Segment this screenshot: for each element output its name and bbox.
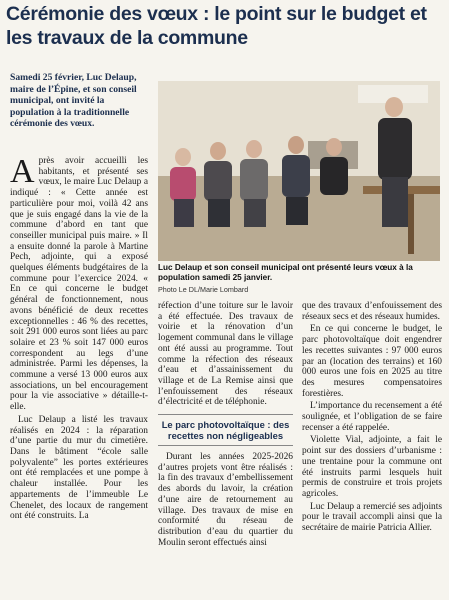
photo-caption: Luc Delaup et son conseil municipal ont présenté leurs vœux à la population samedi 25 janvier. — [158, 263, 413, 282]
photo-credit: Photo Le DL/Marie Lombard — [158, 285, 249, 294]
paragraph: En ce qui concerne le budget, le parc photovoltaïque doit engendrer les recettes suivantes : 97 000 euros par an (location des terrains) et 160 000 euros une fois en 2025 au titre des mesures compensatoires forestières. — [302, 324, 442, 399]
article-column-3 — [302, 301, 442, 536]
paragraph — [10, 153, 148, 413]
paragraph: Luc Delaup a listé les travaux réalisés en 2024 : la réparation d’une partie du mur du cimetière. Dans le bâtiment “école salle polyvalente” les portes extérieures ont été remplacées et une pompe à chaleur installée. Pour les appartements de l’immeuble Le Chenelet, des locaux de rangement ont été construits. La — [10, 414, 148, 522]
article-column-1 — [10, 153, 148, 524]
article-column-2 — [158, 301, 293, 550]
paragraph-text: près avoir accueilli les habitants, et présenté ses vœux, le maire Luc Delaup a indiqué : « Cette année est particulière pour moi, voilà 42 ans que je suis engagé dans la vie de la commune d’abord en tant que conseiller municipal puis maire. » Il a ensuite donné la parole à Martine Pech, adjointe, qui a exposé quelques éléments budgétaires de la commune pour l’exercice 2024. « En ce qui concerne le budget général de fonctionnement, nous avons bénéficié de deux recettes exceptionnelles : 46 % des recettes, soit 291 000 euros sont liées au parc solaire et 23 % soit 147 000 euros correspondent au legs d’une administrée. Parmi les dépenses, la commune a versé 13 000 euros aux associations, un bel encouragement pour la vie associative » détaille-t-elle. — [10, 156, 148, 413]
paragraph: Violette Vial, adjointe, a fait le point sur des dossiers d’urbanisme : une trentaine pour la commune ont été instruits parmi lesquels huit permis de construire et trois projets agricoles. — [302, 435, 442, 499]
article-photo — [158, 81, 440, 261]
article-subhead: Le parc photovoltaïque : des recettes non négligeables — [158, 414, 293, 446]
drop-cap: A — [10, 153, 35, 190]
article-headline: Cérémonie des vœux : le point sur le budget et les travaux de la commune — [6, 3, 427, 49]
paragraph: L’importance du recensement a été soulignée, et l’obligation de se faire recenser a été rappelée. — [302, 401, 442, 433]
paragraph: Durant les années 2025-2026 d’autres projets vont être réalisés : la fin des travaux d’embellissement des abords du lavoir, la création d’une aire de retournement au village. Des travaux de mise en conformité du réseau de distribution d’eau du quartier du Moulin seront effectués ainsi — [158, 452, 293, 548]
photo-illustration — [158, 81, 440, 261]
paragraph: Luc Delaup a remercié ses adjoints pour le travail accompli ainsi que la secrétaire de mairie Patricia Allier. — [302, 501, 442, 534]
paragraph: réfection d’une toiture sur le lavoir a été effectuée. Des travaux de voirie et la rénovation d’un logement communal dans le village ont été aussi au programme. Tout comme la réfection des réseaux d’eau et d’assainissement du village et de La Remise ainsi que l’enfouissement des réseaux d’électricité et de téléphonie. — [158, 301, 293, 408]
article-lede: Samedi 25 février, Luc Delaup, maire de l’Épine, et son conseil municipal, ont invité la population à la traditionnelle cérémonie des vœux. — [10, 72, 137, 130]
paragraph: que des travaux d’enfouissement des réseaux secs et des réseaux humides. — [302, 301, 442, 322]
